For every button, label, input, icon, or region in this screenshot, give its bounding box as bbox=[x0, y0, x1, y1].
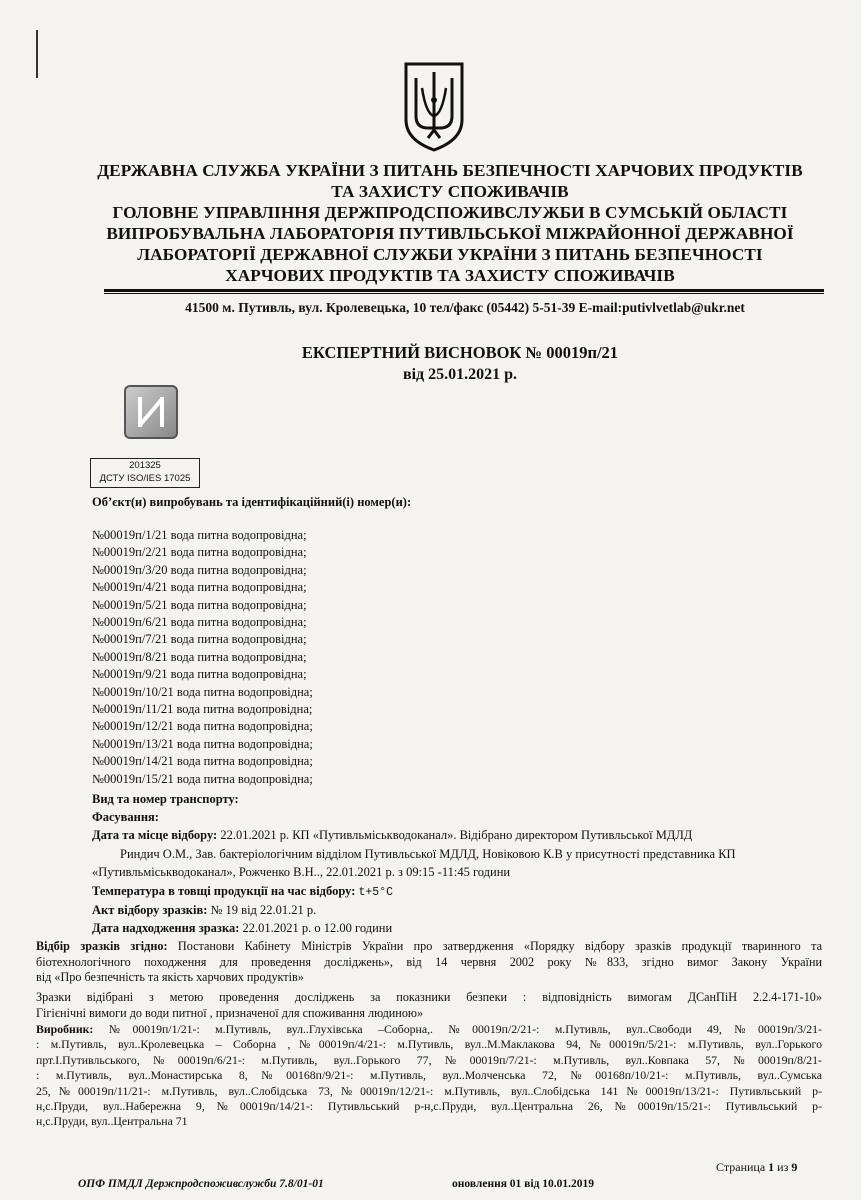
sample-item: №00019п/4/21 вода питна водопровідна; bbox=[92, 580, 307, 595]
footer-form-code: ОПФ ПМДЛ Держпродспоживслужби 7.8/01-01 bbox=[78, 1178, 324, 1190]
temperature-row bbox=[92, 884, 393, 899]
act-row bbox=[92, 903, 316, 918]
sample-item: №00019п/9/21 вода питна водопровідна; bbox=[92, 667, 307, 682]
producer-label: Виробник: bbox=[36, 1022, 94, 1036]
document-title: ЕКСПЕРТНИЙ ВИСНОВОК № 00019п/21 bbox=[301, 343, 619, 362]
page-number bbox=[716, 1160, 797, 1175]
page-sep: из bbox=[777, 1160, 789, 1174]
header-rule-thin bbox=[104, 293, 824, 294]
accreditation-logo-icon bbox=[124, 385, 178, 439]
transport-label: Вид та номер транспорту: bbox=[92, 792, 239, 806]
coat-of-arms-icon bbox=[402, 58, 466, 154]
sample-item: №00019п/11/21 вода питна водопровідна; bbox=[92, 702, 313, 717]
producer-line-6: н,с.Пруди, вул..Набережна 9,№00019п/14/21-: Путивльський р-н,с.Пруди, вул..Центральна 26,№00019п/15/21-: Путивльський р- bbox=[36, 1099, 822, 1114]
sampling-text-1: 22.01.2021 р. КП «Путивльміськводоканал». Відібрано директором Путивльської МДЛД bbox=[220, 828, 693, 842]
sampling-label: Дата та місце відбору: bbox=[92, 828, 218, 842]
sample-item: №00019п/13/21 вода питна водопровідна; bbox=[92, 736, 313, 751]
basis-text-1: Постанови Кабінету Міністрів України про затвердження «Порядку відбору зразків продукції тваринного та bbox=[177, 939, 822, 953]
act-label: Акт відбору зразків: bbox=[92, 903, 208, 917]
producer-line-5: 25,№00019п/11/21-: м.Путивль, вул..Слобідська 73,№00019п/12/21-: м.Путивль, вул..Слобідська 141№00019п/13/21-: Путивльський р- bbox=[36, 1083, 822, 1098]
sample-item: №00019п/1/21 вода питна водопровідна; bbox=[92, 528, 307, 542]
header-rule-thick bbox=[104, 289, 824, 292]
sample-item: №00019п/7/21 вода питна водопровідна; bbox=[92, 632, 307, 647]
page-total: 9 bbox=[791, 1160, 798, 1174]
sampling-basis bbox=[36, 939, 822, 986]
sample-item: №00019п/5/21 вода питна водопровідна; bbox=[92, 597, 307, 612]
sampling-line-2: Риндич О.М., Зав. бактеріологічним відділом Путивльської МДЛД, Новіковою К.В у присутності представника КП bbox=[120, 847, 736, 861]
sample-item: №00019п/3/20 вода питна водопровідна; bbox=[92, 562, 307, 577]
producer-line-1 bbox=[36, 1022, 822, 1037]
received-value: 22.01.2021 р. о 12.00 години bbox=[242, 921, 393, 935]
lab-address: 41500 м. Путивль, вул. Кролевецька, 10 тел/факс (05442) 5-51-39 E-mail:putivlvetlab@ukr.net bbox=[185, 300, 745, 315]
header-line-3: ГОЛОВНЕ УПРАВЛІННЯ ДЕРЖПРОДСПОЖИВСЛУЖБИ В СУМСЬКІЙ ОБЛАСТІ bbox=[112, 203, 788, 222]
basis-label: Відбір зразків згідно: bbox=[36, 939, 168, 953]
sample-item: №00019п/12/21 вода питна водопровідна; bbox=[92, 719, 313, 734]
page-prefix: Страница bbox=[716, 1160, 766, 1174]
page-current: 1 bbox=[768, 1160, 775, 1174]
purpose-line-2: Гігієнічні вимоги до води питної , призначеної для споживання людиною» bbox=[36, 1005, 424, 1020]
accreditation-standard: ДСТУ ISO/IES 17025 bbox=[99, 473, 191, 484]
producer-text-1: №00019п/1/21-: м.Путивль, вул..Глухівська –Соборна,. №00019п/2/21-: м.Путивль, вул..Свободи 49,№00019п/3/21- bbox=[108, 1022, 822, 1036]
footer-revision: оновлення 01 від 10.01.2019 bbox=[452, 1178, 595, 1190]
header-line-5: ЛАБОРАТОРІЇ ДЕРЖАВНОЇ СЛУЖБИ УКРАЇНИ З ПИТАНЬ БЕЗПЕЧНОСТІ bbox=[137, 245, 763, 264]
header-line-1: ДЕРЖАВНА СЛУЖБА УКРАЇНИ З ПИТАНЬ БЕЗПЕЧНОСТІ ХАРЧОВИХ ПРОДУКТІВ bbox=[97, 161, 803, 180]
packing-label: Фасування: bbox=[92, 810, 159, 824]
act-value: № 19 від 22.01.21 р. bbox=[210, 903, 317, 917]
producer-line-7: н,с.Пруди, вул..Центральна 71 bbox=[36, 1114, 188, 1129]
accreditation-box bbox=[90, 458, 200, 488]
purpose bbox=[36, 990, 822, 1021]
sample-item: №00019п/10/21 вода питна водопровідна; bbox=[92, 684, 313, 699]
objects-label: Об’єкт(и) випробувань та ідентифікаційний(і) номер(и): bbox=[92, 495, 412, 509]
temperature-label: Температура в товщі продукції на час відбору: bbox=[92, 884, 356, 898]
received-row bbox=[92, 921, 392, 936]
sample-item: №00019п/6/21 вода питна водопровідна; bbox=[92, 615, 307, 630]
basis-line-3: від «Про безпечність та якість харчових продуктів» bbox=[36, 970, 304, 985]
producer-line-4: : м.Путивль, вул..Монастирська 8,№00168п/9/21-: м.Путивль, вул..Молченська 72,№00168п/10/21-: м.Путивль, вул..Сумська bbox=[36, 1068, 822, 1083]
producer bbox=[36, 1022, 822, 1130]
samples-list bbox=[92, 527, 313, 788]
sample-item: №00019п/15/21 вода питна водопровідна; bbox=[92, 771, 313, 786]
pen-mark bbox=[36, 30, 38, 78]
temperature-value: t+5°C bbox=[358, 886, 393, 899]
sample-item: №00019п/14/21 вода питна водопровідна; bbox=[92, 754, 313, 769]
received-label: Дата надходження зразка: bbox=[92, 921, 240, 935]
header-line-2: ТА ЗАХИСТУ СПОЖИВАЧІВ bbox=[331, 182, 569, 201]
sampling-line-3: «Путивльміськводоканал», Рожченко В.Н.., 22.01.2021 р. з 09:15 -11:45 години bbox=[92, 865, 511, 879]
purpose-line-1: Зразки відібрані з метою проведення досліджень за показники безпеки : відповідність вимогам ДСанПіН 2.2.4-171-10» bbox=[36, 990, 822, 1004]
producer-line-2: : м.Путивль, вул..Кролевецька – Соборна ,№00019п/4/21-: м.Путивль, вул..М.Маклакова 94,№00019п/5/21-: м.Путивль, вул..Горького bbox=[36, 1037, 822, 1052]
sampling-line-1 bbox=[92, 828, 692, 843]
sample-item: №00019п/8/21 вода питна водопровідна; bbox=[92, 649, 307, 664]
header-line-6: ХАРЧОВИХ ПРОДУКТІВ ТА ЗАХИСТУ СПОЖИВАЧІВ bbox=[225, 266, 675, 285]
basis-line-2: біотехнологічного походження для проведення досліджень», від 14 червня 2002 року №833, згідно вимог Закону України bbox=[36, 954, 822, 969]
basis-line-1 bbox=[36, 939, 822, 955]
producer-line-3: прт.І.Путивльського,№00019п/6/21-: м.Путивль, вул..Горького 77,№00019п/7/21-: м.Путивль, вул..Ковпака 57,№00019п/8/21- bbox=[36, 1052, 822, 1067]
accreditation-number: 201325 bbox=[129, 460, 161, 471]
sample-item: №00019п/2/21 вода питна водопровідна; bbox=[92, 545, 307, 560]
header-line-4: ВИПРОБУВАЛЬНА ЛАБОРАТОРІЯ ПУТИВЛЬСЬКОЇ МІЖРАЙОННОЇ ДЕРЖАВНОЇ bbox=[106, 224, 794, 243]
document-date: від 25.01.2021 р. bbox=[402, 366, 518, 383]
